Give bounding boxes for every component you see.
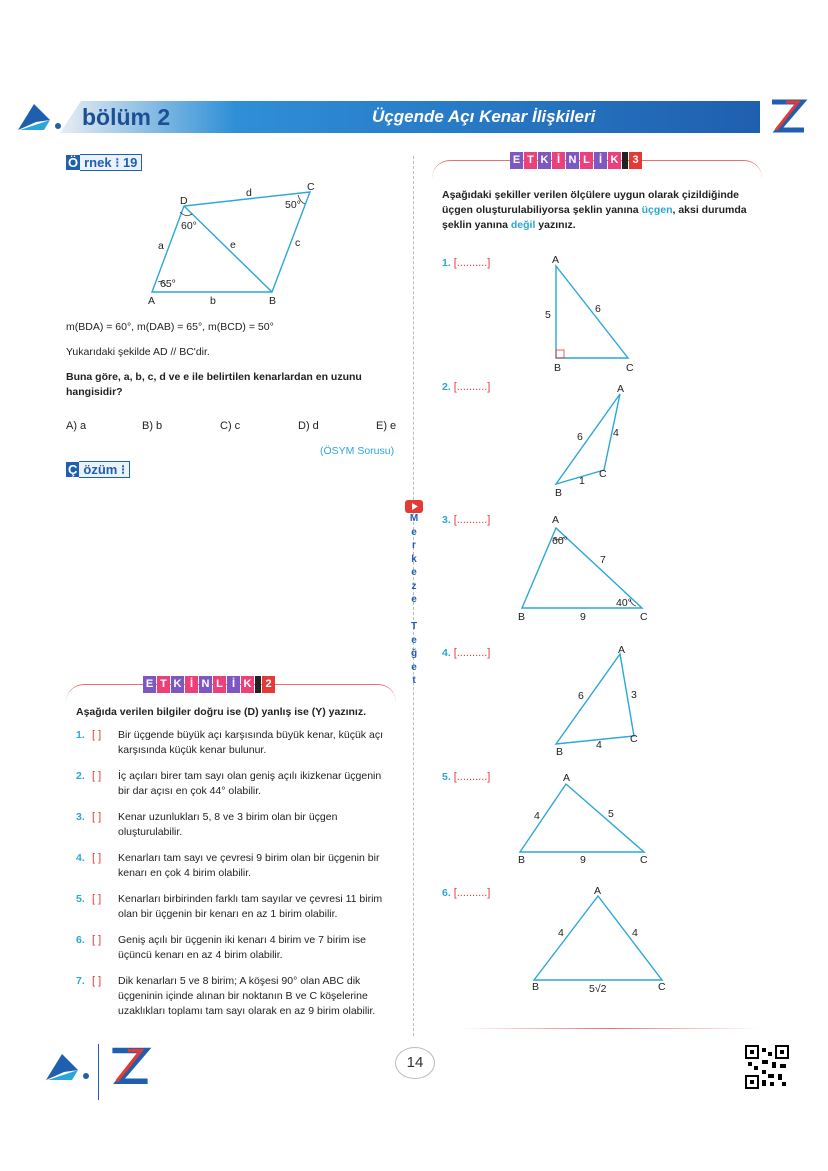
angle-D: 60° [181, 220, 197, 232]
fig2-A: A [617, 383, 625, 395]
answer-blank[interactable]: [ ] [92, 934, 102, 946]
list-item: 1. [ ] Bir üçgende büyük açı karşısında büyük kenar, küçük açı karşısında küçük kenar bulunur. [76, 729, 383, 756]
item-3: 3. [..........] [442, 514, 491, 526]
list-item: 4. [ ] Kenarları tam sayı ve çevresi 9 birim olan bir üçgenin bir kenarı en çok 4 birim olabilir. [76, 852, 380, 879]
fig4-A: A [618, 644, 626, 656]
fig3-B: B [518, 611, 526, 623]
fig3-side1: 7 [600, 554, 606, 566]
fig5-A: A [563, 772, 571, 784]
etkinlik3-instruction: Aşağıdaki şekiller verilen ölçülere uygun olarak çizildiğinde üçgen oluşturulabiliyorsa şeklin yanına üçgen, aksi durumda şeklin yanına değil yazınız. [442, 189, 747, 231]
example-tag: Ö rnek ⁝ 19 [66, 155, 142, 171]
fig6-A: A [594, 885, 602, 897]
answer-blank[interactable]: [ ] [92, 893, 102, 905]
fig5-side1: 4 [534, 810, 540, 822]
list-item: 7. [ ] Dik kenarları 5 ve 8 birim; A köşesi 90° olan ABC dik üçgeninin içinde alınan bir noktanın B ve C köşelerine uzaklıkları toplamı tam sayı olarak en az 9 birim olabilir. [76, 975, 376, 1017]
fig6-side2: 4 [632, 927, 638, 939]
parallel-statement: Yukarıdaki şekilde AD // BC'dir. [66, 346, 210, 358]
example-question: Buna göre, a, b, c, d ve e ile belirtilen kenarlardan en uzunu hangisidir? [66, 371, 362, 398]
item-4: 4. [..........] [442, 647, 491, 659]
choice-c[interactable]: C) c [220, 420, 241, 432]
fig6-B: B [532, 981, 540, 993]
item-1: 1. [..........] [442, 257, 491, 269]
choice-b[interactable]: B) b [142, 420, 163, 432]
answer-blank[interactable]: [ ] [92, 811, 102, 823]
footer-z-logo-icon [108, 1046, 152, 1088]
fig4-side1: 6 [578, 690, 584, 702]
item-2: 2. [..........] [442, 381, 491, 393]
fig3-side2: 9 [580, 611, 586, 623]
angle-C: 50° [285, 199, 301, 211]
logo-arrow-icon [14, 100, 62, 134]
side-b: b [210, 295, 216, 307]
fig5-B: B [518, 854, 526, 866]
choice-a[interactable]: A) a [66, 420, 87, 432]
fig5-C: C [640, 854, 648, 866]
side-e: e [230, 239, 236, 251]
fig6-C: C [658, 981, 666, 993]
footer-divider [98, 1044, 99, 1100]
fig3-angleA: 60° [552, 535, 568, 547]
fig3-C: C [640, 611, 648, 623]
fig2-C: C [599, 468, 607, 480]
fig4-side2: 3 [631, 689, 637, 701]
choice-e[interactable]: E) e [376, 420, 397, 432]
fig3-angleC: 40° [616, 597, 632, 609]
fig4-C: C [630, 733, 638, 745]
answer-blank[interactable]: [..........] [453, 257, 491, 269]
item-6: 6. [..........] [442, 887, 491, 899]
solution-tag: Ç özüm ⁝ [66, 462, 130, 478]
fig2-B: B [555, 487, 563, 499]
etkinlik2-instruction: Aşağıda verilen bilgiler doğru ise (D) yanlış ise (Y) yazınız. [76, 706, 366, 718]
angle-A: 65° [160, 278, 176, 290]
item-5: 5. [..........] [442, 771, 491, 783]
fig1-B: B [554, 362, 562, 374]
fig1-A: A [552, 254, 560, 266]
answer-blank[interactable]: [ ] [92, 770, 102, 782]
answer-blank[interactable]: [..........] [453, 381, 491, 393]
list-item: 6. [ ] Geniş açılı bir üçgenin iki kenarı 4 birim ve 7 birim ise üçüncü kenarı en az 4 birim olabilir. [76, 934, 367, 961]
given-angles: m(BDA) = 60°, m(DAB) = 65°, m(BCD) = 50° [66, 321, 274, 333]
answer-blank[interactable]: [..........] [453, 514, 491, 526]
chapter-label: bölüm 2 [82, 104, 171, 130]
footer-arrow-logo-icon [40, 1050, 92, 1084]
answer-blank[interactable]: [..........] [453, 887, 491, 899]
fig6-side3: 5√2 [589, 983, 607, 995]
etkinlik2-label: E T K İ N L İ K 2 [143, 676, 275, 693]
fig2-side2: 4 [613, 427, 619, 439]
answer-blank[interactable]: [..........] [453, 647, 491, 659]
triangles-figures [414, 150, 828, 1010]
fig1-side2: 6 [595, 303, 601, 315]
vertex-D: D [180, 195, 188, 207]
vertex-A: A [148, 295, 156, 307]
page-title: Üçgende Açı Kenar İlişkileri [372, 107, 596, 126]
fig4-B: B [556, 746, 564, 758]
fig2-side1: 6 [577, 431, 583, 443]
bottom-rule [460, 1028, 760, 1029]
side-d: d [246, 187, 252, 199]
page-number: 14 [395, 1047, 435, 1079]
fig5-side2: 5 [608, 808, 614, 820]
brand-z-logo-icon [768, 98, 808, 136]
vertex-B: B [269, 295, 277, 307]
source-label: (ÖSYM Sorusu) [320, 445, 395, 457]
qr-code-icon[interactable] [744, 1044, 790, 1090]
fig3-A: A [552, 514, 560, 526]
fig1-C: C [626, 362, 634, 374]
fig2-side3: 1 [579, 475, 585, 487]
side-a: a [158, 240, 164, 252]
fig6-side1: 4 [558, 927, 564, 939]
choice-d[interactable]: D) d [298, 420, 319, 432]
answer-blank[interactable]: [ ] [92, 852, 102, 864]
side-c: c [295, 237, 301, 249]
fig4-side3: 4 [596, 739, 602, 751]
vertex-C: C [307, 181, 315, 193]
fig5-side3: 9 [580, 854, 586, 866]
etkinlik3-label: E T K İ N L İ K 3 [510, 152, 642, 169]
answer-blank[interactable]: [ ] [92, 975, 102, 987]
answer-blank[interactable]: [..........] [453, 771, 491, 783]
fig1-side1: 5 [545, 309, 551, 321]
list-item: 2. [ ] İç açıları birer tam sayı olan geniş açılı ikizkenar üçgenin bir dar açısı en çok 44° olabilir. [76, 770, 382, 797]
answer-blank[interactable]: [ ] [92, 729, 102, 741]
list-item: 5. [ ] Kenarları birbirinden farklı tam sayılar ve çevresi 11 birim olan bir üçgenin bir kenarı en az 1 birim olabilir. [76, 893, 383, 920]
list-item: 3. [ ] Kenar uzunlukları 5, 8 ve 3 birim olan bir üçgen oluşturulabilir. [76, 811, 338, 838]
side-label: M e r k e z e T e ğ e t [409, 513, 419, 686]
